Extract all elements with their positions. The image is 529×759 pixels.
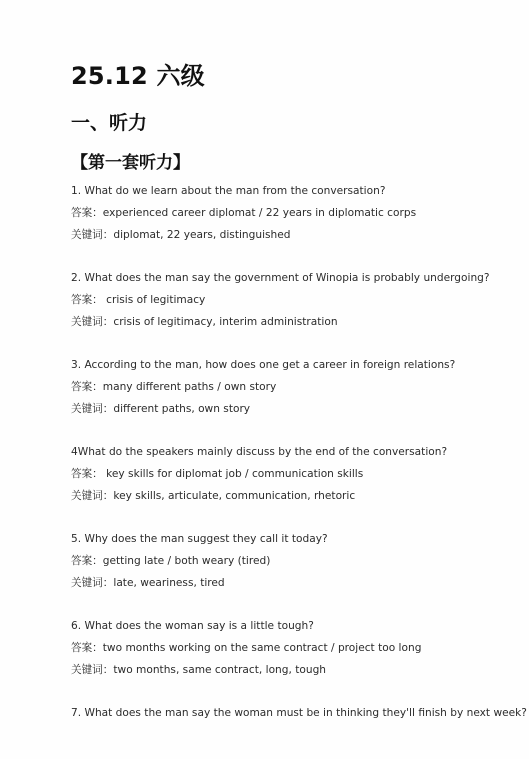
- answer-1: [71, 207, 416, 220]
- keywords-5: [71, 577, 225, 590]
- keywords-text: crisis of legitimacy, interim administration: [113, 316, 338, 328]
- answer-2: [71, 294, 205, 307]
- keywords-6: [71, 664, 326, 677]
- question-1: 1. What do we learn about the man from the conversation?: [71, 185, 386, 197]
- keywords-text: different paths, own story: [113, 403, 251, 415]
- answer-5: [71, 555, 270, 568]
- question-2: 2. What does the man say the government of Winopia is probably undergoing?: [71, 272, 490, 284]
- keyword-label: 关键词：: [71, 490, 114, 502]
- answer-text: experienced career diplomat / 22 years in diplomatic corps: [102, 207, 417, 219]
- answer-text: crisis of legitimacy: [102, 294, 206, 306]
- answer-6: [71, 642, 421, 655]
- answer-label: 答案：: [71, 294, 103, 306]
- keywords-text: two months, same contract, long, tough: [113, 664, 327, 676]
- answer-label: 答案：: [71, 468, 103, 480]
- answer-label: 答案：: [71, 381, 103, 393]
- answer-text: key skills for diplomat job / communication skills: [102, 468, 364, 480]
- keyword-label: 关键词：: [71, 316, 114, 328]
- answer-text: getting late / both weary (tired): [102, 555, 271, 567]
- answer-label: 答案：: [71, 642, 103, 654]
- answer-3: [71, 381, 276, 394]
- keyword-label: 关键词：: [71, 664, 114, 676]
- keywords-text: key skills, articulate, communication, rhetoric: [113, 490, 356, 502]
- section-title: 一、听力: [71, 112, 148, 134]
- question-6: 6. What does the woman say is a little tough?: [71, 620, 314, 632]
- question-3: 3. According to the man, how does one get a career in foreign relations?: [71, 359, 456, 371]
- subsection-title: 【第一套听力】: [71, 153, 190, 173]
- answer-text: two months working on the same contract / project too long: [102, 642, 422, 654]
- keyword-label: 关键词：: [71, 577, 114, 589]
- question-5: 5. Why does the man suggest they call it today?: [71, 533, 328, 545]
- keywords-4: [71, 490, 355, 503]
- question-4: 4What do the speakers mainly discuss by the end of the conversation?: [71, 446, 448, 458]
- keywords-text: diplomat, 22 years, distinguished: [113, 229, 291, 241]
- keywords-2: [71, 316, 338, 329]
- answer-label: 答案：: [71, 207, 103, 219]
- keywords-1: [71, 229, 290, 242]
- answer-text: many different paths / own story: [102, 381, 277, 393]
- answer-label: 答案：: [71, 555, 103, 567]
- page-title: 25.12 六级: [71, 62, 205, 90]
- answer-4: [71, 468, 363, 481]
- keywords-3: [71, 403, 250, 416]
- keyword-label: 关键词：: [71, 229, 114, 241]
- keyword-label: 关键词：: [71, 403, 114, 415]
- question-7: 7. What does the man say the woman must be in thinking they'll finish by next week?: [71, 707, 527, 719]
- keywords-text: late, weariness, tired: [113, 577, 225, 589]
